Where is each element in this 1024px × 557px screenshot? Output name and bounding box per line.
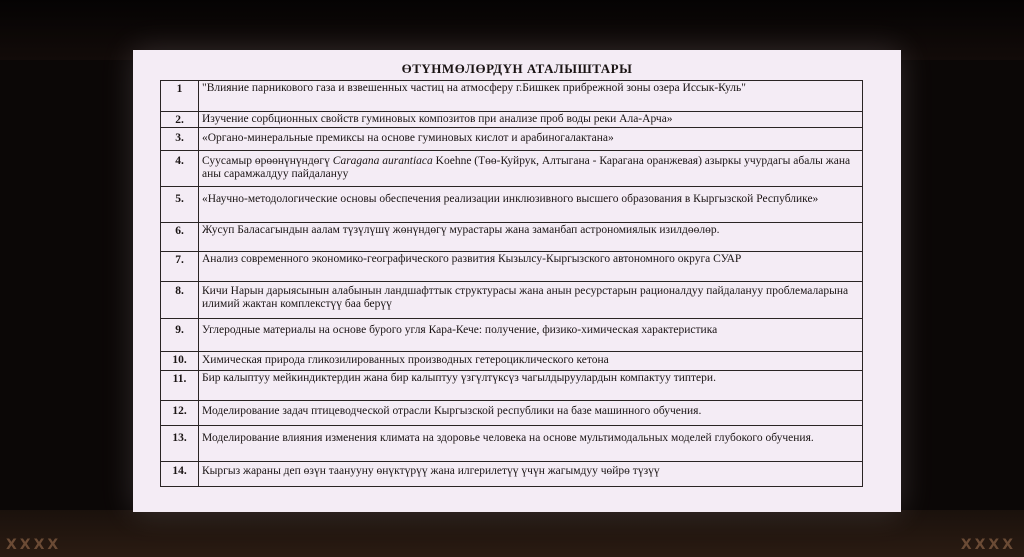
hall-seating bbox=[0, 510, 1024, 557]
row-number: 11. bbox=[172, 373, 187, 385]
row-number: 1 bbox=[176, 83, 183, 95]
row-title: Химическая природа гликозилированных производных гетероциклического кетона bbox=[202, 354, 609, 366]
row-number: 12. bbox=[172, 405, 187, 417]
row-number: 8. bbox=[175, 285, 184, 297]
seat-row-right: XXXX bbox=[960, 537, 1016, 553]
row-title: Бир калыптуу мейкиндиктердин жана бир калыптуу үзгүлтүксүз чагылдыруулардын компактуу типтери. bbox=[202, 372, 716, 384]
row-title: Кичи Нарын дарыясынын алабынын ландшафттык структурасы жана анын ресурстарын рационалдуу пайдалануу проблемаларына илимий жактан комплекстүү баа берүү bbox=[202, 285, 849, 310]
table-row bbox=[161, 370, 862, 400]
table-row bbox=[161, 222, 862, 251]
projection-screen bbox=[133, 50, 901, 512]
table-row bbox=[161, 461, 862, 486]
table-row bbox=[161, 186, 862, 222]
row-title: Моделирование задач птицеводческой отрасли Кыргызской республики на базе машинного обучения. bbox=[202, 405, 702, 417]
row-title: Изучение сорбционных свойств гуминовых композитов при анализе проб воды реки Ала-Арча» bbox=[202, 113, 673, 125]
row-title: Суусамыр өрөөнүнүндөгү Caragana aurantiaca Koehne (Төө-Куйрук, Алтыгана - Карагана оранжевая) азыркы учурдагы абалы жана аны сарамжалдуу пайдалануу bbox=[202, 155, 851, 180]
row-title: Жусуп Баласагындын аалам түзүлүшү жөнүндөгү мурастары жана заманбап астрономиялык изилдөөлөр. bbox=[202, 224, 720, 236]
row-number: 13. bbox=[172, 432, 187, 444]
table-row bbox=[161, 150, 862, 186]
row-number: 3. bbox=[175, 132, 184, 144]
table-row bbox=[161, 281, 862, 318]
table-row bbox=[161, 127, 862, 150]
table-row bbox=[161, 251, 862, 281]
row-title: Анализ современного экономико-географического развития Кызылсу-Кыргызского автономного округа СУАР bbox=[202, 253, 742, 265]
row-number: 10. bbox=[172, 354, 187, 366]
row-title: «Органо-минеральные премиксы на основе гуминовых кислот и арабиногалактана» bbox=[202, 132, 614, 144]
table-row bbox=[161, 351, 862, 370]
table-row bbox=[161, 81, 862, 111]
row-number: 2. bbox=[175, 114, 184, 126]
row-number: 9. bbox=[175, 324, 184, 336]
row-title: Кыргыз жараны деп өзүн таанууну өнүктүрүү жана илгерилетүү үчүн жагымдуу чөйрө түзүү bbox=[202, 465, 660, 477]
seat-row-left: XXXX bbox=[6, 537, 62, 553]
row-title: Моделирование влияния изменения климата на здоровье человека на основе мультимодальных моделей глубокого обучения. bbox=[202, 432, 814, 444]
table-row bbox=[161, 400, 862, 425]
row-number: 4. bbox=[175, 155, 184, 167]
row-number: 7. bbox=[175, 254, 184, 266]
projects-table bbox=[160, 80, 863, 487]
table-row bbox=[161, 111, 862, 127]
row-title: Углеродные материалы на основе бурого угля Кара-Кече: получение, физико-химическая характеристика bbox=[202, 324, 718, 336]
row-title: «Научно-методологические основы обеспечения реализации инклюзивного высшего образования в Кыргызской Республике» bbox=[202, 193, 819, 205]
row-title: "Влияние парникового газа и взвешенных частиц на атмосферу г.Бишкек прибрежной зоны озера Иссык-Куль" bbox=[202, 82, 746, 94]
row-number: 5. bbox=[175, 193, 184, 205]
row-number: 14. bbox=[172, 465, 187, 477]
document-title: ӨТҮНМӨЛӨРДҮН АТАЛЫШТАРЫ bbox=[401, 61, 633, 76]
table-row bbox=[161, 425, 862, 461]
row-number: 6. bbox=[175, 225, 184, 237]
table-row bbox=[161, 318, 862, 351]
